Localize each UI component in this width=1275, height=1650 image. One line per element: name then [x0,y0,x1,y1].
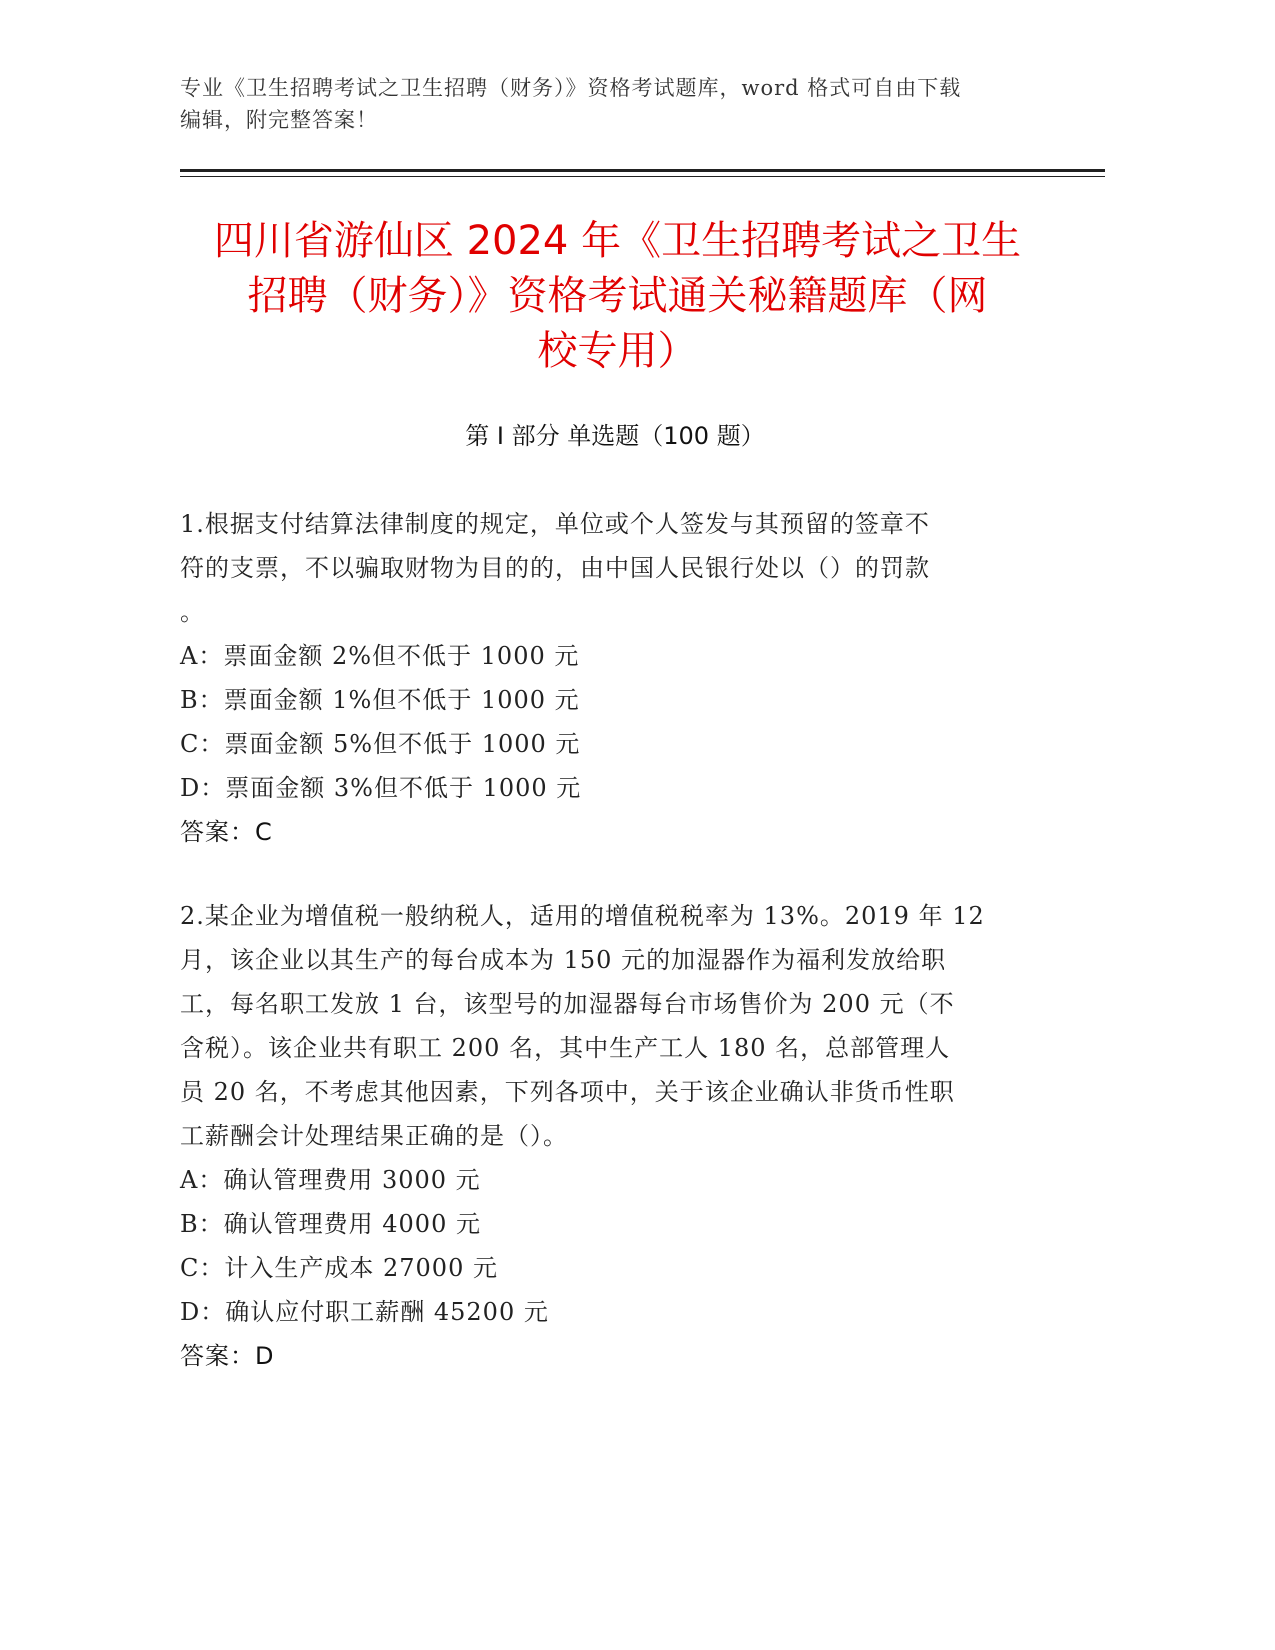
title-line-1: 四川省游仙区 2024 年《卫生招聘考试之卫生 [213,218,1022,264]
question-stem-line: 工薪酬会计处理结果正确的是（）。 [180,1122,568,1150]
option-d: D：确认应付职工薪酬 45200 元 [180,1298,549,1326]
question-stem-line: 工，每名职工发放 1 台，该型号的加湿器每台市场售价为 200 元（不 [180,990,955,1018]
title-line-2: 招聘（财务）》资格考试通关秘籍题库（网 [247,273,988,319]
answer-line: 答案：D [180,1342,275,1370]
option-d: D：票面金额 3%但不低于 1000 元 [180,774,582,802]
document-header [180,72,1050,136]
question-stem-line: 月，该企业以其生产的每台成本为 150 元的加湿器作为福利发放给职 [180,946,947,974]
option-c: C：票面金额 5%但不低于 1000 元 [180,730,581,758]
header-line-1: 专业《卫生招聘考试之卫生招聘（财务）》资格考试题库，word 格式可自由下载 [180,76,962,100]
option-b: B：票面金额 1%但不低于 1000 元 [180,686,580,714]
option-b: B：确认管理费用 4000 元 [180,1210,481,1238]
title-line-3: 校专用） [537,328,698,374]
option-a: A：确认管理费用 3000 元 [180,1166,481,1194]
question-2 [180,894,1030,1378]
document-title [160,214,1075,379]
question-1 [180,502,1030,854]
header-line-2: 编辑，附完整答案！ [180,108,378,132]
question-stem-line: 2.某企业为增值税一般纳税人，适用的增值税税率为 13%。2019 年 12 [180,902,985,930]
answer-line: 答案：C [180,818,273,846]
section-heading: 第 I 部分 单选题（100 题） [465,422,765,450]
option-a: A：票面金额 2%但不低于 1000 元 [180,642,580,670]
question-stem-line: 符的支票，不以骗取财物为目的的，由中国人民银行处以（）的罚款 [180,554,930,582]
question-stem-line: 员 20 名，不考虑其他因素，下列各项中，关于该企业确认非货币性职 [180,1078,955,1106]
header-divider-thin [180,176,1105,177]
option-c: C：计入生产成本 27000 元 [180,1254,498,1282]
header-divider-thick [180,169,1105,172]
question-stem-line: 含税）。该企业共有职工 200 名，其中生产工人 180 名，总部管理人 [180,1034,951,1062]
question-stem-line: 1.根据支付结算法律制度的规定，单位或个人签发与其预留的签章不 [180,510,930,538]
question-stem-line: 。 [180,598,205,626]
